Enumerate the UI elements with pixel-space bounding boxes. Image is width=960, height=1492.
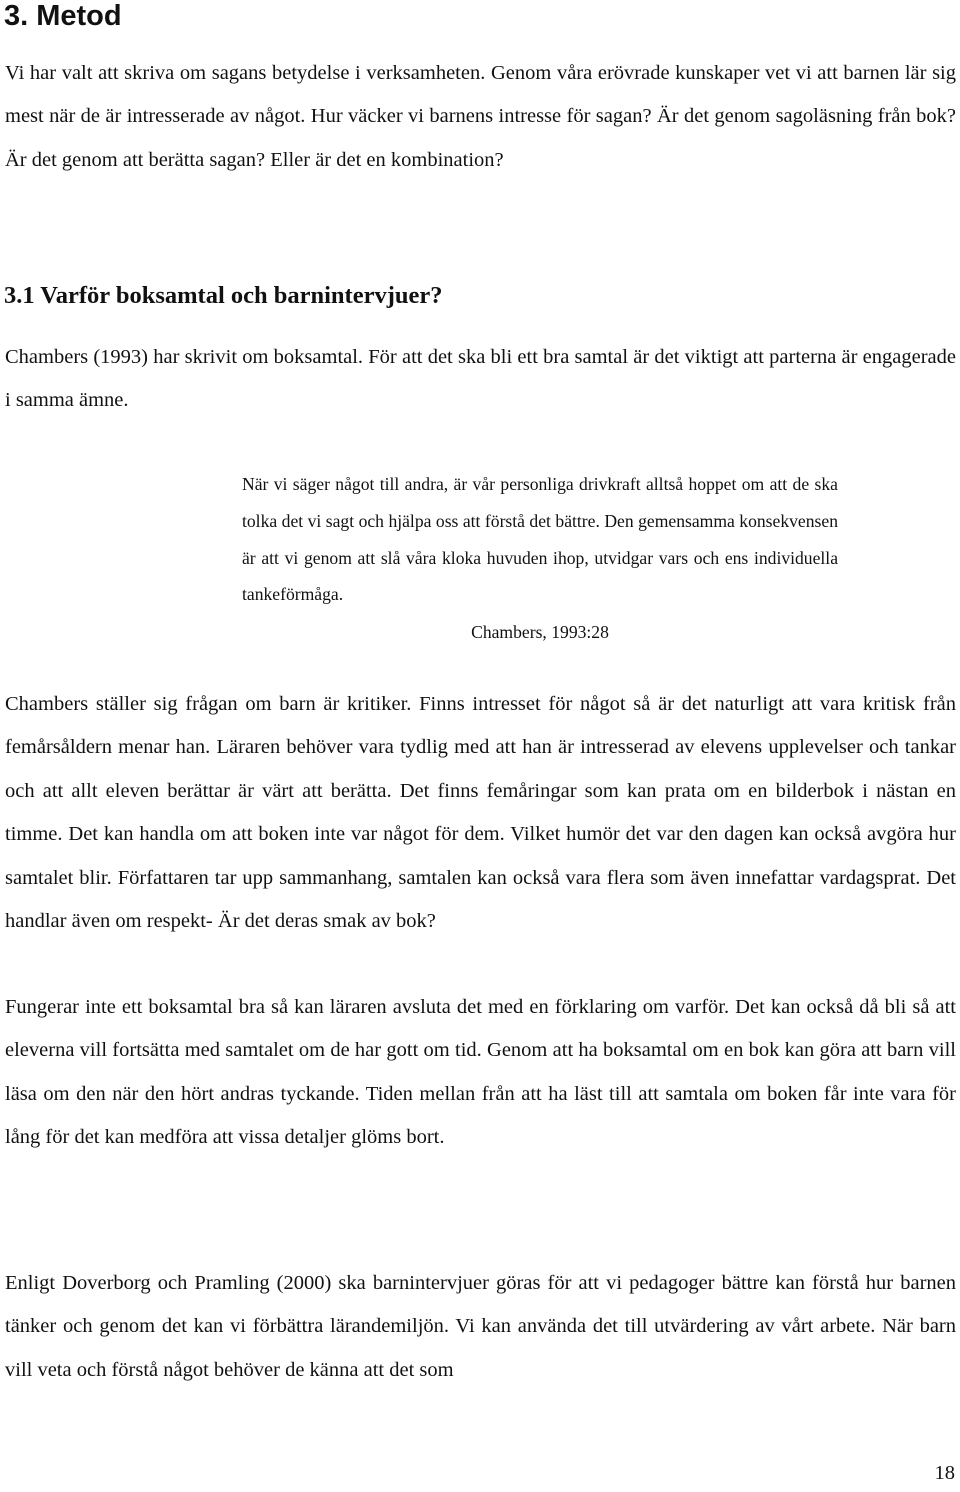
intro-paragraph: Vi har valt att skriva om sagans betydelse i verksamheten. Genom våra erövrade kunskaper vet vi att barnen lär sig mest när de är intresserade av något. Hur väcker vi barnens intresse för sagan? Är det genom sagoläsning från bok? Är det genom att berätta sagan? Eller är det en kombination?	[5, 62, 956, 171]
fungerar-paragraph: Fungerar inte ett boksamtal bra så kan läraren avsluta det med en förklaring om varför. Det kan också då bli så att eleverna vill fortsätta med samtalet om de har gott om tid. Genom att ha boksamtal om en bok kan göra att barn vill läsa om den när den hört andras tyckande. Tiden mellan från att ha läst till att samtala om boken får inte vara för lång för det kan medföra att vissa detaljer glöms bort.	[5, 996, 956, 1149]
subsection-heading: 3.1 Varför boksamtal och barnintervjuer?	[4, 282, 443, 309]
critic-paragraph: Chambers ställer sig frågan om barn är kritiker. Finns intresset för något så är det naturligt att vara kritisk från femårsåldern menar han. Läraren behöver vara tydlig med att han är intresserad av elevens upplevelser och tankar och att allt eleven berättar är värt att berätta. Det finns femåringar som kan prata om en bilderbok i nästan en timme. Det kan handla om att boken inte var något för dem. Vilket humör det var den dagen kan också avgöra hur samtalet blir. Författaren tar upp sammanhang, samtalen kan också vara flera som även innefattar vardagsprat. Det handlar även om respekt- Är det deras smak av bok?	[5, 693, 956, 933]
quote-citation: Chambers, 1993:28	[471, 622, 609, 642]
section-heading: 3. Metod	[4, 0, 122, 32]
chambers-paragraph: Chambers (1993) har skrivit om boksamtal. För att det ska bli ett bra samtal är det viktigt att parterna är engagerade i samma ämne.	[5, 346, 956, 412]
doverborg-paragraph: Enligt Doverborg och Pramling (2000) ska barnintervjuer göras för att vi pedagoger bättre kan förstå hur barnen tänker och genom det kan vi förbättra lärandemiljön. Vi kan använda det till utvärdering av vårt arbete. När barn vill veta och förstå något behöver de känna att det som	[5, 1272, 956, 1381]
block-quote: När vi säger något till andra, är vår personliga drivkraft alltså hoppet om att de ska tolka det vi sagt och hjälpa oss att förstå det bättre. Den gemensamma konsekvensen är att vi genom att slå våra kloka huvuden ihop, utvidgar vars och ens individuella tankeförmåga.	[242, 474, 838, 605]
page-number: 18	[934, 1462, 955, 1484]
